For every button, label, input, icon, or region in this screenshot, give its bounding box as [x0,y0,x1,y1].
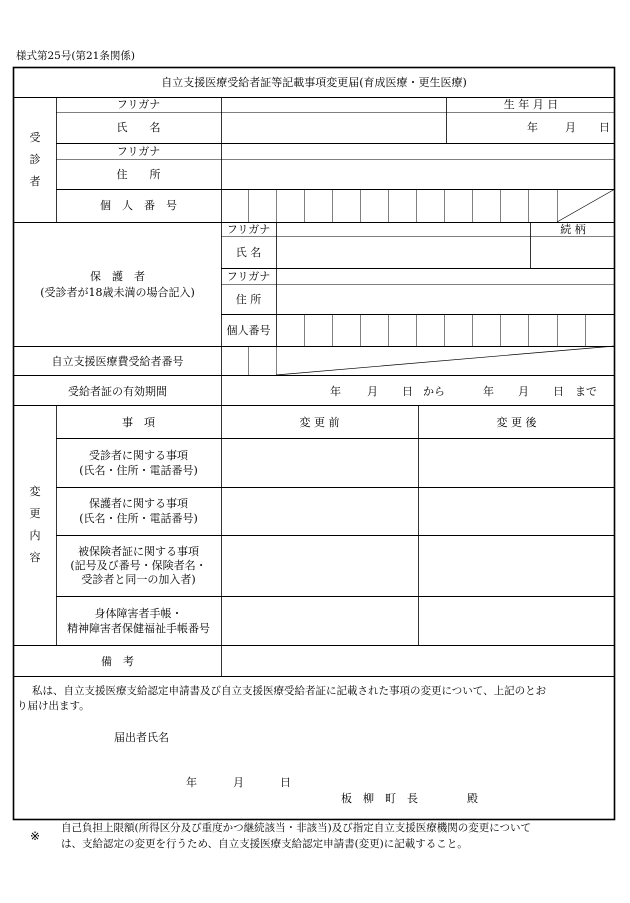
sign-date-day: 日 [280,776,291,789]
guardian-furigana2-label: フリガナ [226,270,271,283]
sign-date-year: 年 [186,776,197,789]
birthdate-month: 月 [565,121,576,134]
col-after-header: 変 更 後 [496,416,537,429]
guardian-relation-label: 続 柄 [560,223,586,236]
footnote-mark: ※ [30,829,41,843]
guardian-personal-number-label: 個人番号 [226,324,271,337]
guardian-address-label: 住 所 [235,293,262,306]
addressee: 板 柳 町 長 [341,792,418,805]
guardian-label: 保 護 者 [90,270,145,283]
birthdate-header: 生 年 月 日 [503,98,559,111]
patient-section-label: 受 診 者 [29,131,41,188]
change-row-insurance-line3: 受診者と同一の加入者) [81,573,196,586]
patient-address-label: 住 所 [116,168,161,181]
patient-name-label: 氏 名 [116,121,161,134]
validity-from-month: 月 [367,385,378,398]
validity-from-year: 年 [330,385,341,398]
patient-furigana2-label: フリガナ [116,145,161,158]
birthdate-year: 年 [527,121,538,134]
validity-from-day: 日 [402,385,413,398]
form-number: 様式第25号(第21条関係) [16,50,135,62]
form-title: 自立支援医療受給者証等記載事項変更届(育成医療・更生医療) [161,76,467,89]
change-row-patient-line2: (氏名・住所・電話番号) [79,464,198,477]
changes-section-label: 変 更 内 容 [29,485,41,564]
guardian-note: (受診者が18歳未満の場合記入) [40,286,195,299]
change-row-guardian-line2: (氏名・住所・電話番号) [79,512,198,525]
footnote-line2: は、支給認定の変更を行うため、自立支援医療支給認定申請書(変更)に記載すること。 [61,838,468,850]
sign-date-month: 月 [233,776,244,789]
validity-to-day: 日 [553,385,564,398]
change-row-guardian-line1: 保護者に関する事項 [89,497,188,510]
validity-from: から [423,385,445,398]
filer-name-label: 届出者氏名 [114,731,169,744]
declaration-line1: 私は、自立支援医療支給認定申請書及び自立支援医療受給者証に記載された事項の変更について、上記のとお [32,685,547,697]
change-row-insurance-line2: (記号及び番号・保険者名・ [70,559,207,572]
validity-until: まで [575,385,597,398]
declaration-line2: り届け出ます。 [17,700,90,712]
col-before-header: 変 更 前 [299,416,340,429]
change-row-insurance-line1: 被保険者証に関する事項 [78,545,199,558]
patient-furigana-label: フリガナ [116,98,161,111]
birthdate-day: 日 [599,121,610,134]
validity-label: 受給者証の有効期間 [68,385,167,398]
honorific: 殿 [467,792,478,805]
remarks-label: 備 考 [101,655,134,668]
patient-personal-number-label: 個 人 番 号 [100,199,177,212]
col-item-header: 事 項 [122,416,155,429]
recipient-number-label: 自立支援医療費受給者番号 [51,355,184,368]
validity-to-month: 月 [518,385,529,398]
validity-to-year: 年 [483,385,494,398]
change-row-handbook-line1: 身体障害者手帳・ [94,607,183,620]
change-row-patient-line1: 受診者に関する事項 [89,449,188,462]
footnote-line1: 自己負担上限額(所得区分及び重度かつ継続該当・非該当)及び指定自立支援医療機関の変更について [61,822,531,834]
guardian-furigana-label: フリガナ [226,223,271,236]
guardian-name-label: 氏 名 [235,246,262,259]
change-row-handbook-line2: 精神障害者保健福祉手帳番号 [67,622,210,635]
